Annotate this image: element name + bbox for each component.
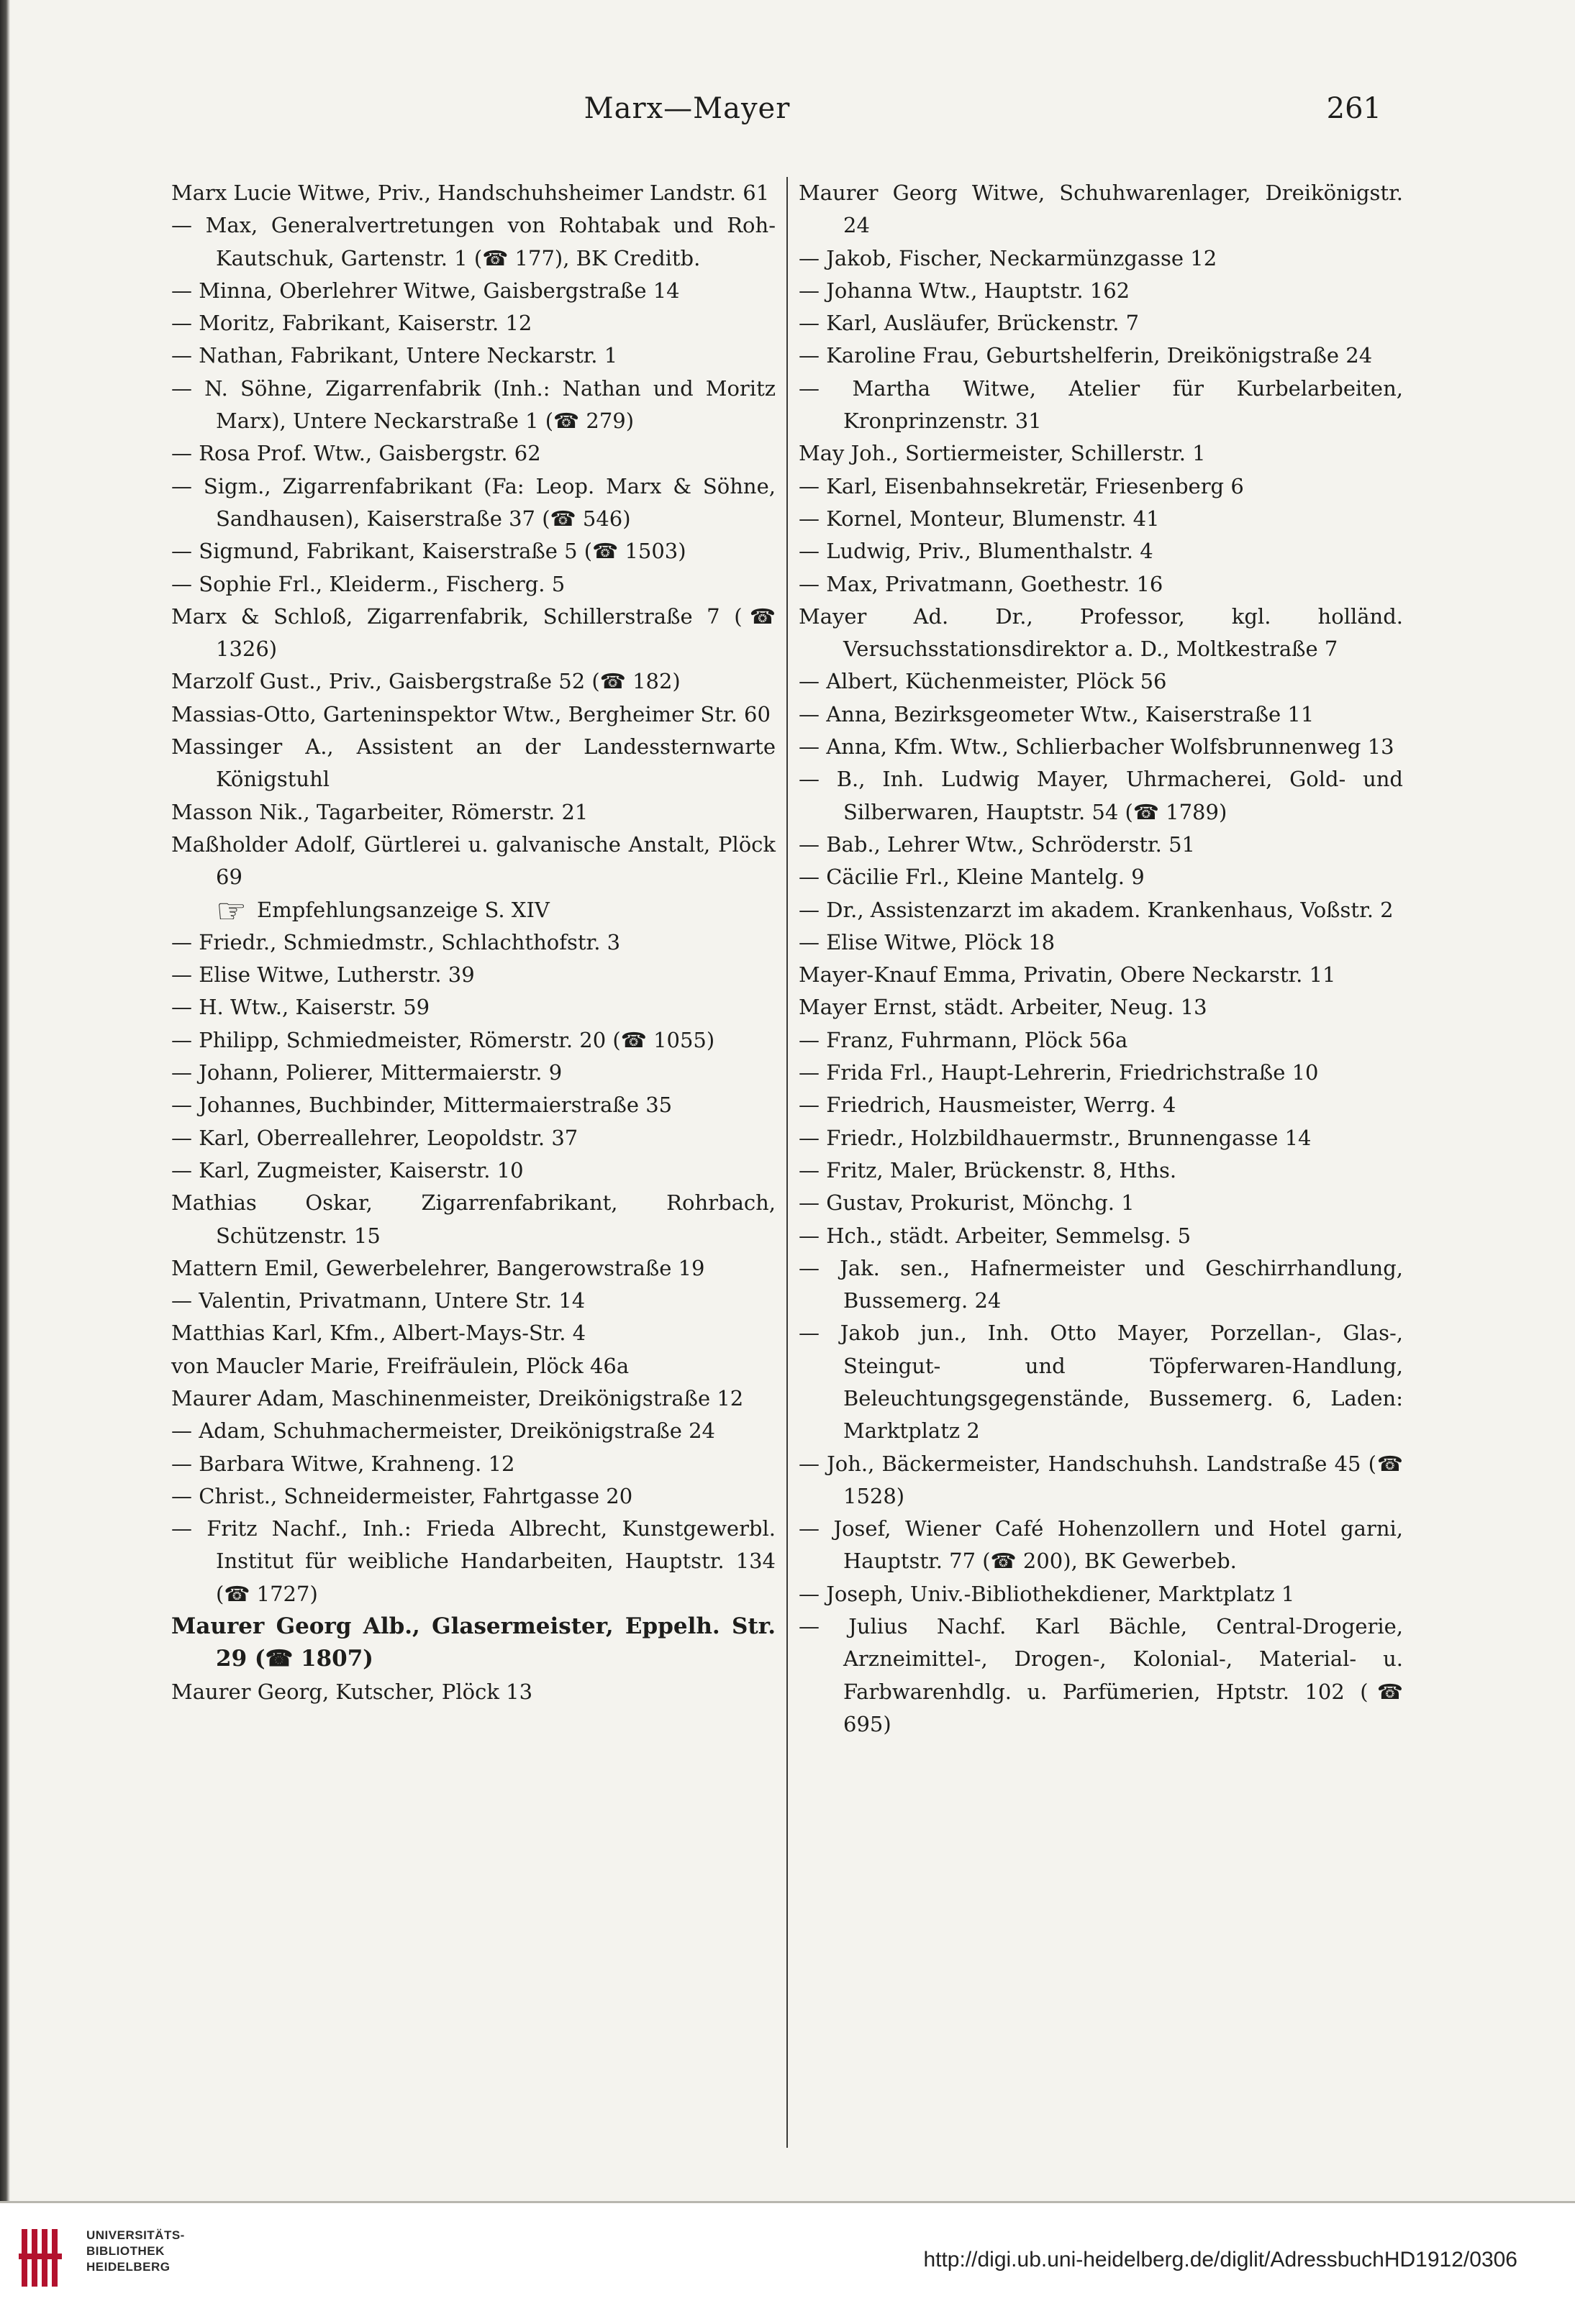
entry-text: Maurer Adam, Maschinenmeister, Dreikönigstraße 12 [171, 1385, 744, 1411]
entry-text: Mattern Emil, Gewerbelehrer, Bangerowstraße 19 [171, 1255, 705, 1280]
directory-entry [799, 1024, 1403, 1057]
directory-entry [171, 665, 776, 698]
directory-entry [171, 698, 776, 731]
entry-text: — Christ., Schneidermeister, Fahrtgasse 20 [171, 1483, 633, 1508]
entry-text: — Joseph, Univ.-Bibliothekdiener, Marktplatz 1 [799, 1581, 1295, 1606]
directory-entry [799, 1513, 1403, 1578]
entry-text: — Karl, Ausläufer, Brückenstr. 7 [799, 311, 1140, 336]
entry-text: — Johannes, Buchbinder, Mittermaierstraße 35 [171, 1093, 673, 1118]
entry-text: — Franz, Fuhrmann, Plöck 56a [799, 1027, 1128, 1052]
entry-text: — Joh., Bäckermeister, Handschuhsh. Landstraße 45 (☎ 1528) [799, 1451, 1403, 1508]
directory-entry [171, 1513, 776, 1610]
entry-text: — Kornel, Monteur, Blumenstr. 41 [799, 506, 1160, 531]
directory-entry [171, 959, 776, 991]
running-title: Marx—Mayer [584, 92, 791, 125]
entry-text: Matthias Karl, Kfm., Albert-Mays-Str. 4 [171, 1321, 586, 1346]
directory-entry [171, 1415, 776, 1447]
directory-entry [799, 991, 1403, 1024]
directory-entry [799, 763, 1403, 829]
directory-entry [799, 698, 1403, 731]
entry-text: — Nathan, Fabrikant, Untere Neckarstr. 1 [171, 343, 618, 368]
directory-entry [799, 437, 1403, 470]
directory-entry [171, 796, 776, 829]
entry-text: — Moritz, Fabrikant, Kaiserstr. 12 [171, 311, 532, 336]
entry-text: Mathias Oskar, Zigarrenfabrikant, Rohrbach, Schützenstr. 15 [171, 1190, 776, 1248]
entry-text: — Albert, Küchenmeister, Plöck 56 [799, 669, 1167, 694]
library-name-line: HEIDELBERG [86, 2260, 171, 2274]
directory-entry [799, 307, 1403, 340]
entry-text: Maurer Georg Alb., Glasermeister, Eppelh. Str. 29 (☎ 1807) [171, 1613, 776, 1672]
directory-entry [799, 1317, 1403, 1447]
directory-entry [171, 275, 776, 307]
directory-entry [171, 1480, 776, 1513]
entry-text: Empfehlungsanzeige S. XIV [257, 897, 550, 922]
library-name [86, 2228, 185, 2275]
entry-text: Maßholder Adolf, Gürtlerei u. galvanische Anstalt, Plöck 69 [171, 831, 776, 890]
entry-text: — Anna, Bezirksgeometer Wtw., Kaiserstraße 11 [799, 701, 1315, 726]
column-divider [786, 177, 788, 2148]
left-column [171, 177, 776, 1708]
footer [0, 2203, 1575, 2324]
page-number: 261 [1326, 92, 1381, 125]
directory-entry [799, 829, 1403, 861]
directory-entry [171, 829, 776, 894]
entry-text: — Rosa Prof. Wtw., Gaisbergstr. 62 [171, 441, 541, 466]
directory-entry [171, 991, 776, 1024]
directory-entry [171, 1676, 776, 1708]
entry-text: — Elise Witwe, Plöck 18 [799, 929, 1056, 954]
library-name-line: BIBLIOTHEK [86, 2244, 165, 2258]
directory-entry [799, 926, 1403, 959]
entry-text: — Jak. sen., Hafnermeister und Geschirrhandlung, Bussemerg. 24 [799, 1255, 1403, 1313]
entry-text: — Anna, Kfm. Wtw., Schlierbacher Wolfsbrunnenweg 13 [799, 734, 1394, 760]
directory-entry [799, 1220, 1403, 1252]
directory-entry [799, 373, 1403, 438]
entry-text: — Barbara Witwe, Krahneng. 12 [171, 1451, 515, 1476]
entry-text: — Frida Frl., Haupt-Lehrerin, Friedrichstraße 10 [799, 1060, 1319, 1085]
entry-text: Maurer Georg, Kutscher, Plöck 13 [171, 1679, 533, 1704]
entry-text: — Cäcilie Frl., Kleine Mantelg. 9 [799, 865, 1145, 890]
directory-entry [799, 1610, 1403, 1741]
entry-text: — Karoline Frau, Geburtshelferin, Dreikönigstraße 24 [799, 343, 1373, 368]
entry-text: — N. Söhne, Zigarrenfabrik (Inh.: Nathan und Moritz Marx), Untere Neckarstraße 1 (☎ 279) [171, 375, 776, 434]
directory-entry [171, 731, 776, 796]
entry-text: — Jakob jun., Inh. Otto Mayer, Porzellan-, Glas-, Steingut- und Töpferwaren-Handlung, Beleuchtungsgegenstände, Bussemerg. 6, Laden: Marktplatz 2 [799, 1321, 1403, 1444]
entry-text: von Maucler Marie, Freifräulein, Plöck 46a [171, 1353, 630, 1378]
entry-text: — Max, Generalvertretungen von Rohtabak und Roh-Kautschuk, Gartenstr. 1 (☎ 177), BK Creditb. [171, 213, 776, 270]
entry-text: — Jakob, Fischer, Neckarmünzgasse 12 [799, 245, 1217, 270]
directory-entry [799, 894, 1403, 926]
directory-entry [799, 1252, 1403, 1318]
entry-text: — Bab., Lehrer Wtw., Schröderstr. 51 [799, 831, 1195, 857]
directory-entry [171, 1382, 776, 1415]
entry-text: — H. Wtw., Kaiserstr. 59 [171, 995, 430, 1020]
entry-text: — Josef, Wiener Café Hohenzollern und Hotel garni, Hauptstr. 77 (☎ 200), BK Gewerbeb. [799, 1516, 1403, 1574]
directory-entry [171, 1610, 776, 1676]
entry-text: — Sigmund, Fabrikant, Kaiserstraße 5 (☎ 1503) [171, 539, 686, 564]
entry-text: — Friedrich, Hausmeister, Werrg. 4 [799, 1093, 1176, 1118]
directory-entry [799, 568, 1403, 601]
directory-entry [799, 275, 1403, 307]
library-name-line: UNIVERSITÄTS- [86, 2228, 185, 2242]
entry-text: — Sigm., Zigarrenfabrikant (Fa: Leop. Marx & Söhne, Sandhausen), Kaiserstraße 37 (☎ 546) [171, 473, 776, 531]
entry-text: — Julius Nachf. Karl Bächle, Central-Drogerie, Arzneimittel-, Drogen-, Kolonial-, Material- u. Farbwarenhdlg. u. Parfümerien, Hptstr. 102 (☎ 695) [799, 1614, 1403, 1736]
directory-entry [171, 1024, 776, 1057]
entry-text: Masson Nik., Tagarbeiter, Römerstr. 21 [171, 799, 589, 824]
directory-entry [799, 535, 1403, 568]
entry-text: Mayer Ernst, städt. Arbeiter, Neug. 13 [799, 995, 1207, 1020]
directory-entry [799, 1448, 1403, 1513]
entry-text: — Johanna Wtw., Hauptstr. 162 [799, 278, 1130, 303]
entry-text: — Karl, Zugmeister, Kaiserstr. 10 [171, 1157, 524, 1182]
entry-text: Marzolf Gust., Priv., Gaisbergstraße 52 (☎ 182) [171, 669, 681, 694]
directory-entry [171, 1350, 776, 1382]
source-url-link[interactable]: http://digi.ub.uni-heidelberg.de/diglit/AdressbuchHD1912/0306 [923, 2248, 1517, 2271]
entry-text: — Ludwig, Priv., Blumenthalstr. 4 [799, 539, 1153, 564]
directory-entry [799, 1089, 1403, 1121]
entry-text: — Karl, Oberreallehrer, Leopoldstr. 37 [171, 1125, 578, 1150]
directory-entry [171, 1122, 776, 1154]
entry-text: — Philipp, Schmiedmeister, Römerstr. 20 (☎ 1055) [171, 1027, 715, 1052]
directory-entry [171, 1285, 776, 1317]
directory-entry [171, 209, 776, 275]
entry-text: — Gustav, Prokurist, Mönchg. 1 [799, 1190, 1135, 1216]
entry-text: — B., Inh. Ludwig Mayer, Uhrmacherei, Gold- und Silberwaren, Hauptstr. 54 (☎ 1789) [799, 767, 1403, 824]
directory-entry [799, 861, 1403, 893]
directory-entry [171, 1252, 776, 1285]
directory-entry [799, 731, 1403, 763]
directory-entry [171, 177, 776, 209]
directory-entry [171, 1317, 776, 1349]
entry-text: — Minna, Oberlehrer Witwe, Gaisbergstraße 14 [171, 278, 680, 303]
entry-text: — Karl, Eisenbahnsekretär, Friesenberg 6 [799, 473, 1244, 498]
directory-entry [171, 470, 776, 536]
entry-text: Massias-Otto, Garteninspektor Wtw., Bergheimer Str. 60 [171, 701, 771, 726]
directory-entry [799, 503, 1403, 535]
entry-text: Marx Lucie Witwe, Priv., Handschuhsheimer Landstr. 61 [171, 181, 770, 205]
directory-entry [799, 601, 1403, 666]
pointing-hand-icon: ☞ [216, 890, 248, 931]
entry-text: — Hch., städt. Arbeiter, Semmelsg. 5 [799, 1223, 1192, 1248]
entry-text: — Adam, Schuhmachermeister, Dreikönigstraße 24 [171, 1418, 716, 1444]
entry-text: — Friedr., Holzbildhauermstr., Brunnengasse 14 [799, 1125, 1312, 1150]
directory-entry [799, 959, 1403, 991]
directory-entry [171, 568, 776, 601]
right-column [799, 177, 1403, 1741]
directory-entry [171, 1448, 776, 1480]
entry-text: — Dr., Assistenzarzt im akadem. Krankenhaus, Voßstr. 2 [799, 897, 1394, 922]
directory-entry [799, 1187, 1403, 1219]
page-header [173, 92, 1381, 142]
directory-entry [171, 373, 776, 438]
directory-entry [799, 242, 1403, 275]
directory-entry [171, 535, 776, 568]
directory-entry [171, 1089, 776, 1121]
directory-entry [799, 1578, 1403, 1610]
entry-text: — Johann, Polierer, Mittermaierstr. 9 [171, 1060, 563, 1085]
directory-entry [171, 926, 776, 959]
entry-text: Marx & Schloß, Zigarrenfabrik, Schillerstraße 7 (☎ 1326) [171, 603, 776, 662]
entry-text: — Friedr., Schmiedmstr., Schlachthofstr. 3 [171, 929, 621, 954]
directory-entry [171, 601, 776, 666]
directory-entry [171, 437, 776, 470]
entry-text: Maurer Georg Witwe, Schuhwarenlager, Dreikönigstr. 24 [799, 181, 1403, 238]
entry-text: — Sophie Frl., Kleiderm., Fischerg. 5 [171, 571, 566, 596]
entry-text: — Max, Privatmann, Goethestr. 16 [799, 571, 1163, 596]
entry-text: — Fritz Nachf., Inh.: Frieda Albrecht, Kunstgewerbl. Institut für weibliche Handarbeiten, Hauptstr. 134 (☎ 1727) [171, 1516, 776, 1606]
entry-text: — Martha Witwe, Atelier für Kurbelarbeiten, Kronprinzenstr. 31 [799, 375, 1403, 434]
entry-text: — Valentin, Privatmann, Untere Str. 14 [171, 1288, 586, 1313]
directory-entry [799, 665, 1403, 698]
directory-entry [799, 340, 1403, 372]
entry-text: — Elise Witwe, Lutherstr. 39 [171, 962, 475, 988]
directory-entry [171, 1187, 776, 1252]
directory-entry [171, 1057, 776, 1089]
directory-entry [799, 470, 1403, 503]
directory-entry [799, 1057, 1403, 1089]
directory-entry [171, 1154, 776, 1187]
entry-text: Mayer Ad. Dr., Professor, kgl. holländ. Versuchsstationsdirektor a. D., Moltkestraße 7 [799, 603, 1403, 662]
entry-text: Mayer-Knauf Emma, Privatin, Obere Neckarstr. 11 [799, 962, 1336, 988]
entry-text: May Joh., Sortiermeister, Schillerstr. 1 [799, 441, 1206, 466]
library-logo [16, 2225, 66, 2291]
directory-entry [171, 307, 776, 340]
entry-text: — Fritz, Maler, Brückenstr. 8, Hths. [799, 1157, 1177, 1182]
scan-edge [0, 0, 10, 2324]
directory-entry [171, 890, 776, 931]
directory-entry [799, 1122, 1403, 1154]
directory-entry [171, 340, 776, 372]
directory-entry [799, 1154, 1403, 1187]
entry-text: Massinger A., Assistent an der Landessternwarte Königstuhl [171, 734, 776, 792]
directory-entry [799, 177, 1403, 242]
